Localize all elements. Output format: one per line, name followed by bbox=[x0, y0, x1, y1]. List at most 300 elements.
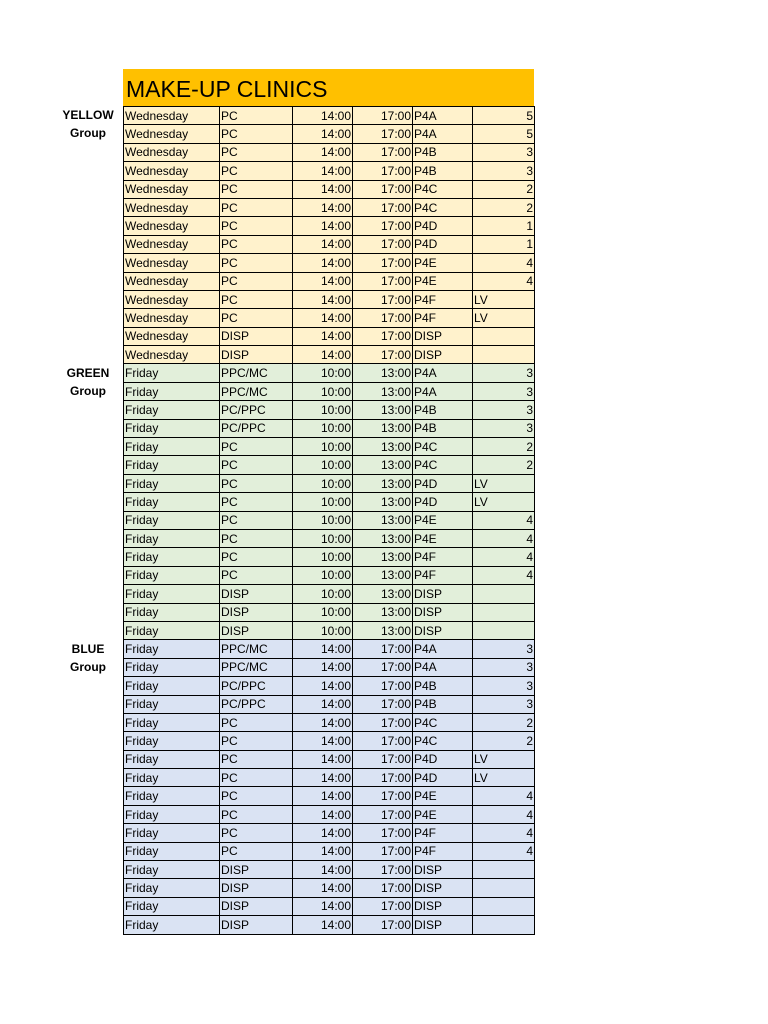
class-cell[interactable]: DISP bbox=[413, 346, 473, 364]
session-cell[interactable]: PC bbox=[220, 842, 293, 860]
day-cell[interactable]: Friday bbox=[124, 603, 220, 621]
start-time-cell[interactable]: 14:00 bbox=[293, 640, 353, 658]
end-time-cell[interactable]: 13:00 bbox=[353, 621, 413, 639]
session-cell[interactable]: PC bbox=[220, 309, 293, 327]
start-time-cell[interactable]: 10:00 bbox=[293, 438, 353, 456]
start-time-cell[interactable]: 10:00 bbox=[293, 511, 353, 529]
class-cell[interactable]: P4A bbox=[413, 125, 473, 143]
table-row bbox=[124, 180, 535, 198]
session-cell[interactable]: PC bbox=[220, 290, 293, 308]
session-cell[interactable]: PC bbox=[220, 272, 293, 290]
session-cell[interactable]: PC bbox=[220, 125, 293, 143]
value-cell[interactable]: LV bbox=[473, 309, 535, 327]
class-cell[interactable]: P4D bbox=[413, 750, 473, 768]
day-cell[interactable]: Friday bbox=[124, 419, 220, 437]
session-cell[interactable]: PC bbox=[220, 529, 293, 547]
session-cell[interactable]: DISP bbox=[220, 916, 293, 934]
table-row bbox=[124, 125, 535, 143]
end-time-cell[interactable]: 17:00 bbox=[353, 290, 413, 308]
day-cell[interactable]: Friday bbox=[124, 640, 220, 658]
start-time-cell[interactable]: 10:00 bbox=[293, 566, 353, 584]
day-cell[interactable]: Friday bbox=[124, 916, 220, 934]
class-cell[interactable]: P4E bbox=[413, 272, 473, 290]
value-cell[interactable]: 4 bbox=[473, 842, 535, 860]
day-cell[interactable]: Friday bbox=[124, 621, 220, 639]
table-row bbox=[124, 824, 535, 842]
schedule-body bbox=[124, 107, 535, 935]
end-time-cell[interactable]: 13:00 bbox=[353, 438, 413, 456]
end-time-cell[interactable]: 13:00 bbox=[353, 382, 413, 400]
class-cell[interactable]: P4D bbox=[413, 474, 473, 492]
class-cell[interactable]: P4B bbox=[413, 401, 473, 419]
start-time-cell[interactable]: 14:00 bbox=[293, 290, 353, 308]
end-time-cell[interactable]: 13:00 bbox=[353, 474, 413, 492]
day-cell[interactable]: Friday bbox=[124, 732, 220, 750]
day-cell[interactable]: Wednesday bbox=[124, 162, 220, 180]
session-cell[interactable]: PC bbox=[220, 107, 293, 125]
table-row bbox=[124, 603, 535, 621]
day-cell[interactable]: Wednesday bbox=[124, 180, 220, 198]
start-time-cell[interactable]: 14:00 bbox=[293, 162, 353, 180]
session-cell[interactable]: PC bbox=[220, 732, 293, 750]
value-cell[interactable]: 1 bbox=[473, 217, 535, 235]
class-cell[interactable]: P4C bbox=[413, 713, 473, 731]
end-time-cell[interactable]: 17:00 bbox=[353, 272, 413, 290]
day-cell[interactable]: Friday bbox=[124, 787, 220, 805]
class-cell[interactable]: P4F bbox=[413, 566, 473, 584]
start-time-cell[interactable]: 14:00 bbox=[293, 198, 353, 216]
end-time-cell[interactable]: 17:00 bbox=[353, 658, 413, 676]
session-cell[interactable]: PC bbox=[220, 566, 293, 584]
day-cell[interactable]: Friday bbox=[124, 456, 220, 474]
day-cell[interactable]: Friday bbox=[124, 805, 220, 823]
table-row bbox=[124, 493, 535, 511]
end-time-cell[interactable]: 13:00 bbox=[353, 401, 413, 419]
value-cell[interactable]: 1 bbox=[473, 235, 535, 253]
session-cell[interactable]: PPC/MC bbox=[220, 382, 293, 400]
start-time-cell[interactable]: 14:00 bbox=[293, 658, 353, 676]
end-time-cell[interactable]: 17:00 bbox=[353, 125, 413, 143]
day-cell[interactable]: Friday bbox=[124, 493, 220, 511]
start-time-cell[interactable]: 14:00 bbox=[293, 824, 353, 842]
end-time-cell[interactable]: 17:00 bbox=[353, 732, 413, 750]
value-cell[interactable]: 3 bbox=[473, 162, 535, 180]
day-cell[interactable]: Friday bbox=[124, 713, 220, 731]
end-time-cell[interactable]: 17:00 bbox=[353, 254, 413, 272]
start-time-cell[interactable]: 14:00 bbox=[293, 695, 353, 713]
start-time-cell[interactable]: 14:00 bbox=[293, 254, 353, 272]
start-time-cell[interactable]: 14:00 bbox=[293, 143, 353, 161]
end-time-cell[interactable]: 17:00 bbox=[353, 346, 413, 364]
day-cell[interactable]: Wednesday bbox=[124, 290, 220, 308]
class-cell[interactable]: P4F bbox=[413, 824, 473, 842]
day-cell[interactable]: Friday bbox=[124, 769, 220, 787]
table-row bbox=[124, 566, 535, 584]
session-cell[interactable]: PC bbox=[220, 162, 293, 180]
session-cell[interactable]: PC bbox=[220, 438, 293, 456]
class-cell[interactable]: DISP bbox=[413, 879, 473, 897]
value-cell[interactable] bbox=[473, 879, 535, 897]
session-cell[interactable]: PC bbox=[220, 805, 293, 823]
start-time-cell[interactable]: 10:00 bbox=[293, 603, 353, 621]
start-time-cell[interactable]: 14:00 bbox=[293, 125, 353, 143]
class-cell[interactable]: P4B bbox=[413, 162, 473, 180]
start-time-cell[interactable]: 10:00 bbox=[293, 548, 353, 566]
table-row bbox=[124, 529, 535, 547]
value-cell[interactable] bbox=[473, 603, 535, 621]
end-time-cell[interactable]: 17:00 bbox=[353, 879, 413, 897]
end-time-cell[interactable]: 17:00 bbox=[353, 640, 413, 658]
session-cell[interactable]: PC bbox=[220, 456, 293, 474]
session-cell[interactable]: PC bbox=[220, 198, 293, 216]
class-cell[interactable]: P4C bbox=[413, 198, 473, 216]
end-time-cell[interactable]: 17:00 bbox=[353, 897, 413, 915]
value-cell[interactable] bbox=[473, 327, 535, 345]
class-cell[interactable]: P4B bbox=[413, 143, 473, 161]
end-time-cell[interactable]: 17:00 bbox=[353, 180, 413, 198]
session-cell[interactable]: PPC/MC bbox=[220, 640, 293, 658]
session-cell[interactable]: PPC/MC bbox=[220, 364, 293, 382]
session-cell[interactable]: PC bbox=[220, 474, 293, 492]
class-cell[interactable]: P4C bbox=[413, 456, 473, 474]
day-cell[interactable]: Friday bbox=[124, 658, 220, 676]
table-row bbox=[124, 364, 535, 382]
table-row bbox=[124, 548, 535, 566]
class-cell[interactable]: P4E bbox=[413, 254, 473, 272]
start-time-cell[interactable]: 10:00 bbox=[293, 419, 353, 437]
value-cell[interactable] bbox=[473, 861, 535, 879]
value-cell[interactable]: 3 bbox=[473, 658, 535, 676]
class-cell[interactable]: P4D bbox=[413, 235, 473, 253]
table-row bbox=[124, 713, 535, 731]
start-time-cell[interactable]: 10:00 bbox=[293, 585, 353, 603]
group-label-name: YELLOW bbox=[62, 108, 114, 122]
end-time-cell[interactable]: 17:00 bbox=[353, 750, 413, 768]
session-cell[interactable]: DISP bbox=[220, 861, 293, 879]
table-row bbox=[124, 309, 535, 327]
value-cell[interactable]: LV bbox=[473, 769, 535, 787]
value-cell[interactable]: 2 bbox=[473, 713, 535, 731]
session-cell[interactable]: PC/PPC bbox=[220, 677, 293, 695]
day-cell[interactable]: Friday bbox=[124, 677, 220, 695]
session-cell[interactable]: PC bbox=[220, 143, 293, 161]
start-time-cell[interactable]: 10:00 bbox=[293, 456, 353, 474]
class-cell[interactable]: P4A bbox=[413, 364, 473, 382]
value-cell[interactable]: LV bbox=[473, 493, 535, 511]
end-time-cell[interactable]: 13:00 bbox=[353, 566, 413, 584]
class-cell[interactable]: DISP bbox=[413, 861, 473, 879]
table-row bbox=[124, 107, 535, 125]
day-cell[interactable]: Friday bbox=[124, 566, 220, 584]
day-cell[interactable]: Friday bbox=[124, 585, 220, 603]
class-cell[interactable]: P4F bbox=[413, 548, 473, 566]
session-cell[interactable]: PC bbox=[220, 254, 293, 272]
session-cell[interactable]: DISP bbox=[220, 327, 293, 345]
day-cell[interactable]: Friday bbox=[124, 529, 220, 547]
day-cell[interactable]: Wednesday bbox=[124, 309, 220, 327]
session-cell[interactable]: PC bbox=[220, 180, 293, 198]
day-cell[interactable]: Friday bbox=[124, 511, 220, 529]
value-cell[interactable]: 3 bbox=[473, 143, 535, 161]
end-time-cell[interactable]: 17:00 bbox=[353, 787, 413, 805]
day-cell[interactable]: Friday bbox=[124, 695, 220, 713]
start-time-cell[interactable]: 10:00 bbox=[293, 364, 353, 382]
class-cell[interactable]: P4B bbox=[413, 419, 473, 437]
class-cell[interactable]: P4F bbox=[413, 290, 473, 308]
day-cell[interactable]: Wednesday bbox=[124, 272, 220, 290]
session-cell[interactable]: DISP bbox=[220, 346, 293, 364]
class-cell[interactable]: P4A bbox=[413, 107, 473, 125]
session-cell[interactable]: PC bbox=[220, 787, 293, 805]
value-cell[interactable]: 2 bbox=[473, 456, 535, 474]
day-cell[interactable]: Wednesday bbox=[124, 107, 220, 125]
table-row bbox=[124, 732, 535, 750]
day-cell[interactable]: Wednesday bbox=[124, 125, 220, 143]
day-cell[interactable]: Friday bbox=[124, 842, 220, 860]
end-time-cell[interactable]: 13:00 bbox=[353, 529, 413, 547]
start-time-cell[interactable]: 10:00 bbox=[293, 382, 353, 400]
session-cell[interactable]: PC bbox=[220, 750, 293, 768]
table-row bbox=[124, 750, 535, 768]
class-cell[interactable]: DISP bbox=[413, 621, 473, 639]
day-cell[interactable]: Wednesday bbox=[124, 143, 220, 161]
group-label-suffix: Group bbox=[70, 384, 106, 398]
value-cell[interactable] bbox=[473, 346, 535, 364]
class-cell[interactable]: DISP bbox=[413, 327, 473, 345]
start-time-cell[interactable]: 10:00 bbox=[293, 401, 353, 419]
table-row bbox=[124, 401, 535, 419]
end-time-cell[interactable]: 13:00 bbox=[353, 548, 413, 566]
start-time-cell[interactable]: 14:00 bbox=[293, 713, 353, 731]
value-cell[interactable]: 4 bbox=[473, 529, 535, 547]
start-time-cell[interactable]: 14:00 bbox=[293, 272, 353, 290]
session-cell[interactable]: PC bbox=[220, 493, 293, 511]
start-time-cell[interactable]: 14:00 bbox=[293, 861, 353, 879]
value-cell[interactable] bbox=[473, 916, 535, 934]
end-time-cell[interactable]: 17:00 bbox=[353, 327, 413, 345]
day-cell[interactable]: Friday bbox=[124, 438, 220, 456]
start-time-cell[interactable]: 14:00 bbox=[293, 180, 353, 198]
end-time-cell[interactable]: 17:00 bbox=[353, 713, 413, 731]
end-time-cell[interactable]: 13:00 bbox=[353, 419, 413, 437]
session-cell[interactable]: DISP bbox=[220, 621, 293, 639]
day-cell[interactable]: Wednesday bbox=[124, 327, 220, 345]
day-cell[interactable]: Wednesday bbox=[124, 217, 220, 235]
group-label-name: GREEN bbox=[66, 365, 110, 380]
day-cell[interactable]: Wednesday bbox=[124, 254, 220, 272]
table-row bbox=[124, 456, 535, 474]
start-time-cell[interactable]: 14:00 bbox=[293, 327, 353, 345]
class-cell[interactable]: P4D bbox=[413, 493, 473, 511]
start-time-cell[interactable]: 14:00 bbox=[293, 750, 353, 768]
start-time-cell[interactable]: 14:00 bbox=[293, 842, 353, 860]
day-cell[interactable]: Wednesday bbox=[124, 198, 220, 216]
day-cell[interactable]: Friday bbox=[124, 548, 220, 566]
class-cell[interactable]: P4C bbox=[413, 438, 473, 456]
session-cell[interactable]: PC bbox=[220, 235, 293, 253]
session-cell[interactable]: PC/PPC bbox=[220, 695, 293, 713]
end-time-cell[interactable]: 17:00 bbox=[353, 235, 413, 253]
start-time-cell[interactable]: 14:00 bbox=[293, 309, 353, 327]
class-cell[interactable]: P4A bbox=[413, 658, 473, 676]
class-cell[interactable]: P4C bbox=[413, 180, 473, 198]
day-cell[interactable]: Friday bbox=[124, 750, 220, 768]
end-time-cell[interactable]: 17:00 bbox=[353, 861, 413, 879]
end-time-cell[interactable]: 17:00 bbox=[353, 916, 413, 934]
value-cell[interactable]: 4 bbox=[473, 566, 535, 584]
start-time-cell[interactable]: 14:00 bbox=[293, 235, 353, 253]
end-time-cell[interactable]: 17:00 bbox=[353, 695, 413, 713]
day-cell[interactable]: Wednesday bbox=[124, 235, 220, 253]
session-cell[interactable]: PC bbox=[220, 824, 293, 842]
class-cell[interactable]: P4C bbox=[413, 732, 473, 750]
session-cell[interactable]: PC bbox=[220, 769, 293, 787]
value-cell[interactable] bbox=[473, 621, 535, 639]
start-time-cell[interactable]: 14:00 bbox=[293, 916, 353, 934]
value-cell[interactable] bbox=[473, 585, 535, 603]
value-cell[interactable]: 4 bbox=[473, 272, 535, 290]
session-cell[interactable]: PC bbox=[220, 713, 293, 731]
day-cell[interactable]: Friday bbox=[124, 382, 220, 400]
session-cell[interactable]: DISP bbox=[220, 897, 293, 915]
start-time-cell[interactable]: 14:00 bbox=[293, 805, 353, 823]
start-time-cell[interactable]: 14:00 bbox=[293, 787, 353, 805]
class-cell[interactable]: DISP bbox=[413, 585, 473, 603]
group-label-suffix: Group bbox=[70, 126, 106, 141]
end-time-cell[interactable]: 17:00 bbox=[353, 107, 413, 125]
value-cell[interactable]: 3 bbox=[473, 677, 535, 695]
end-time-cell[interactable]: 13:00 bbox=[353, 511, 413, 529]
class-cell[interactable]: DISP bbox=[413, 916, 473, 934]
session-cell[interactable]: DISP bbox=[220, 603, 293, 621]
day-cell[interactable]: Friday bbox=[124, 861, 220, 879]
end-time-cell[interactable]: 17:00 bbox=[353, 198, 413, 216]
value-cell[interactable]: 2 bbox=[473, 180, 535, 198]
group-label-yellow bbox=[58, 106, 118, 143]
end-time-cell[interactable]: 13:00 bbox=[353, 364, 413, 382]
end-time-cell[interactable]: 17:00 bbox=[353, 769, 413, 787]
start-time-cell[interactable]: 10:00 bbox=[293, 493, 353, 511]
value-cell[interactable]: 3 bbox=[473, 382, 535, 400]
table-row bbox=[124, 438, 535, 456]
end-time-cell[interactable]: 13:00 bbox=[353, 493, 413, 511]
start-time-cell[interactable]: 14:00 bbox=[293, 897, 353, 915]
start-time-cell[interactable]: 10:00 bbox=[293, 621, 353, 639]
session-cell[interactable]: PC bbox=[220, 217, 293, 235]
value-cell[interactable]: 3 bbox=[473, 401, 535, 419]
day-cell[interactable]: Wednesday bbox=[124, 346, 220, 364]
end-time-cell[interactable]: 13:00 bbox=[353, 456, 413, 474]
table-row bbox=[124, 382, 535, 400]
value-cell[interactable]: LV bbox=[473, 474, 535, 492]
class-cell[interactable]: P4D bbox=[413, 769, 473, 787]
value-cell[interactable]: LV bbox=[473, 290, 535, 308]
end-time-cell[interactable]: 17:00 bbox=[353, 309, 413, 327]
end-time-cell[interactable]: 17:00 bbox=[353, 842, 413, 860]
value-cell[interactable]: 4 bbox=[473, 548, 535, 566]
value-cell[interactable] bbox=[473, 897, 535, 915]
session-cell[interactable]: PC bbox=[220, 511, 293, 529]
end-time-cell[interactable]: 13:00 bbox=[353, 603, 413, 621]
session-cell[interactable]: PC/PPC bbox=[220, 401, 293, 419]
session-cell[interactable]: PC/PPC bbox=[220, 419, 293, 437]
class-cell[interactable]: DISP bbox=[413, 897, 473, 915]
class-cell[interactable]: P4E bbox=[413, 511, 473, 529]
day-cell[interactable]: Friday bbox=[124, 401, 220, 419]
value-cell[interactable]: 4 bbox=[473, 805, 535, 823]
start-time-cell[interactable]: 10:00 bbox=[293, 474, 353, 492]
start-time-cell[interactable]: 14:00 bbox=[293, 732, 353, 750]
start-time-cell[interactable]: 14:00 bbox=[293, 769, 353, 787]
day-cell[interactable]: Friday bbox=[124, 474, 220, 492]
value-cell[interactable]: 3 bbox=[473, 419, 535, 437]
session-cell[interactable]: PPC/MC bbox=[220, 658, 293, 676]
value-cell[interactable]: 2 bbox=[473, 732, 535, 750]
start-time-cell[interactable]: 14:00 bbox=[293, 879, 353, 897]
table-row bbox=[124, 254, 535, 272]
value-cell[interactable]: 2 bbox=[473, 198, 535, 216]
session-cell[interactable]: DISP bbox=[220, 585, 293, 603]
start-time-cell[interactable]: 14:00 bbox=[293, 677, 353, 695]
value-cell[interactable]: 4 bbox=[473, 787, 535, 805]
value-cell[interactable]: 3 bbox=[473, 695, 535, 713]
day-cell[interactable]: Friday bbox=[124, 364, 220, 382]
end-time-cell[interactable]: 17:00 bbox=[353, 805, 413, 823]
value-cell[interactable]: LV bbox=[473, 750, 535, 768]
class-cell[interactable]: P4D bbox=[413, 217, 473, 235]
value-cell[interactable]: 3 bbox=[473, 364, 535, 382]
table-row bbox=[124, 787, 535, 805]
day-cell[interactable]: Friday bbox=[124, 897, 220, 915]
start-time-cell[interactable]: 14:00 bbox=[293, 346, 353, 364]
end-time-cell[interactable]: 13:00 bbox=[353, 585, 413, 603]
end-time-cell[interactable]: 17:00 bbox=[353, 677, 413, 695]
class-cell[interactable]: P4A bbox=[413, 640, 473, 658]
end-time-cell[interactable]: 17:00 bbox=[353, 162, 413, 180]
group-label-blue bbox=[58, 640, 118, 677]
value-cell[interactable]: 2 bbox=[473, 438, 535, 456]
session-cell[interactable]: PC bbox=[220, 548, 293, 566]
end-time-cell[interactable]: 17:00 bbox=[353, 143, 413, 161]
group-label-suffix: Group bbox=[70, 660, 106, 674]
class-cell[interactable]: P4E bbox=[413, 529, 473, 547]
start-time-cell[interactable]: 14:00 bbox=[293, 107, 353, 125]
class-cell[interactable]: P4B bbox=[413, 677, 473, 695]
start-time-cell[interactable]: 10:00 bbox=[293, 529, 353, 547]
class-cell[interactable]: P4E bbox=[413, 805, 473, 823]
end-time-cell[interactable]: 17:00 bbox=[353, 824, 413, 842]
class-cell[interactable]: P4B bbox=[413, 695, 473, 713]
table-row bbox=[124, 419, 535, 437]
class-cell[interactable]: P4F bbox=[413, 842, 473, 860]
value-cell[interactable]: 5 bbox=[473, 107, 535, 125]
class-cell[interactable]: DISP bbox=[413, 603, 473, 621]
session-cell[interactable]: DISP bbox=[220, 879, 293, 897]
value-cell[interactable]: 5 bbox=[473, 125, 535, 143]
table-row bbox=[124, 621, 535, 639]
value-cell[interactable]: 3 bbox=[473, 640, 535, 658]
end-time-cell[interactable]: 17:00 bbox=[353, 217, 413, 235]
day-cell[interactable]: Friday bbox=[124, 879, 220, 897]
value-cell[interactable]: 4 bbox=[473, 824, 535, 842]
class-cell[interactable]: P4E bbox=[413, 787, 473, 805]
value-cell[interactable]: 4 bbox=[473, 511, 535, 529]
class-cell[interactable]: P4A bbox=[413, 382, 473, 400]
class-cell[interactable]: P4F bbox=[413, 309, 473, 327]
value-cell[interactable]: 4 bbox=[473, 254, 535, 272]
day-cell[interactable]: Friday bbox=[124, 824, 220, 842]
start-time-cell[interactable]: 14:00 bbox=[293, 217, 353, 235]
